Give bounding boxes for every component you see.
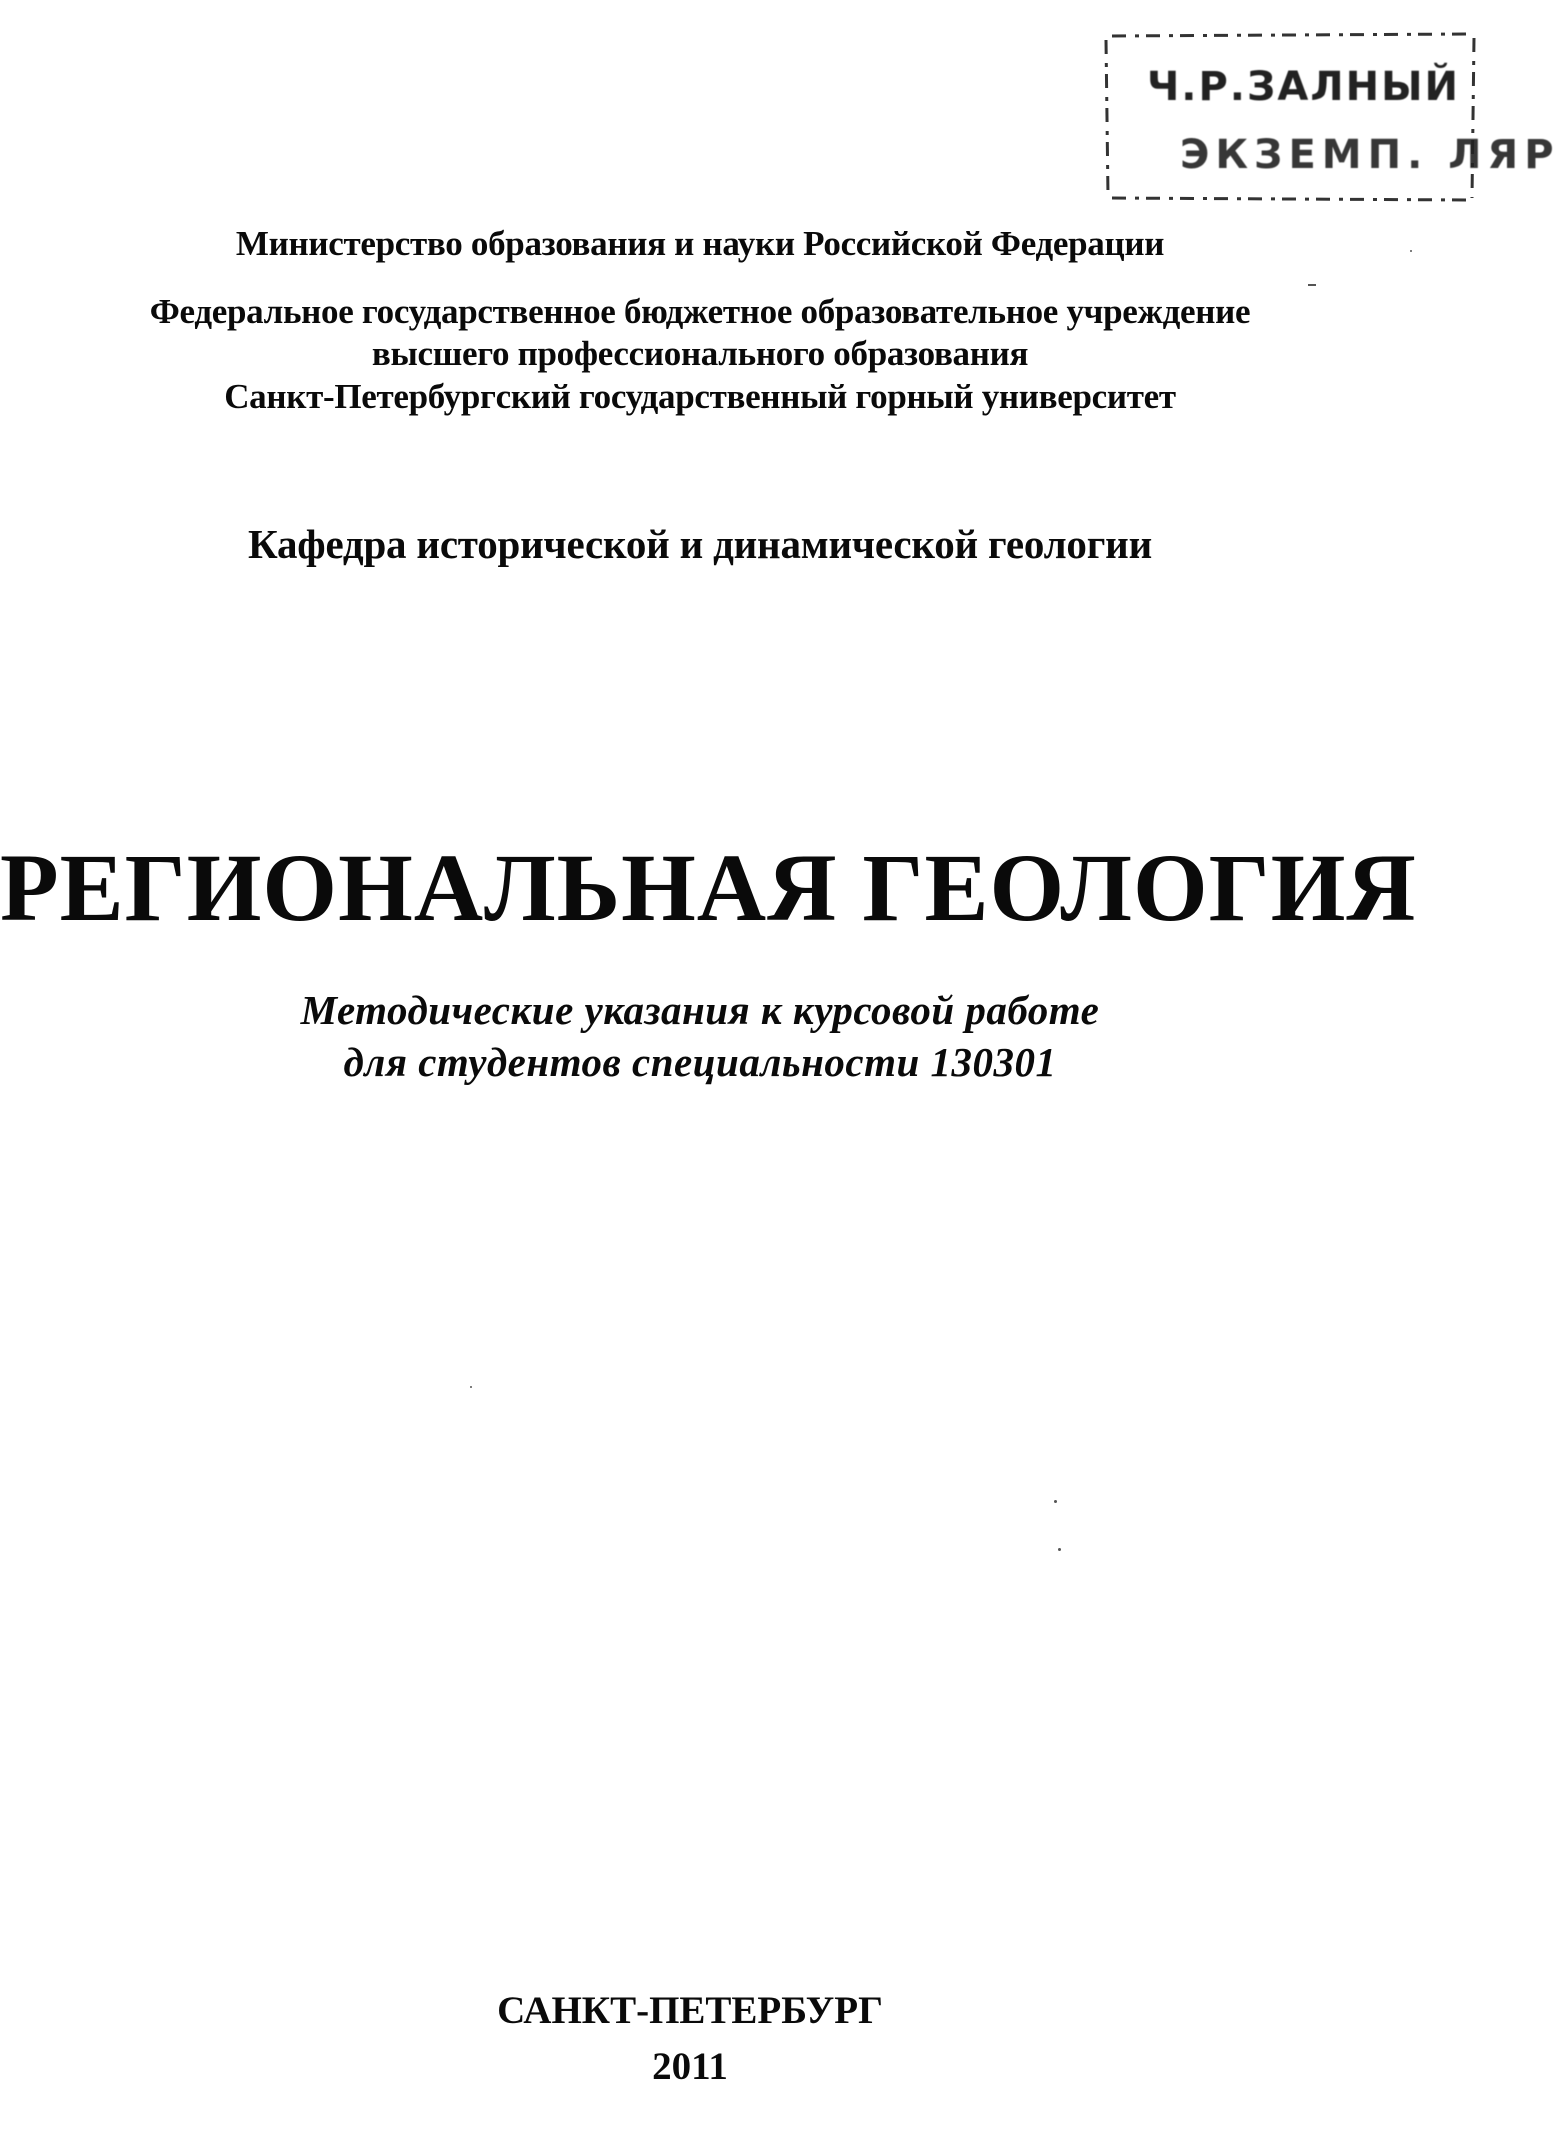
subtitle-line-2: для студентов специальности 130301 (343, 1039, 1057, 1085)
institution-line-1: Федеральное государственное бюджетное образовательное учреждение (149, 292, 1251, 331)
library-stamp (1100, 30, 1560, 202)
subtitle-line-1: Методические указания к курсовой работе (300, 987, 1100, 1033)
department-line: Кафедра исторической и динамической геологии (247, 521, 1152, 567)
stamp-text-bottom: ЭКЗЕМП. ЛЯР (1180, 132, 1560, 178)
scan-speck (1410, 250, 1412, 252)
publication-year: 2011 (652, 2045, 728, 2088)
ministry-line: Министерство образования и науки Российской Федерации (235, 224, 1165, 263)
document-title: РЕГИОНАЛЬНАЯ ГЕОЛОГИЯ (0, 834, 1417, 941)
institution-line-2: высшего профессионального образования (371, 334, 1029, 373)
scan-speck (470, 1386, 472, 1388)
scan-speck (1054, 1500, 1057, 1503)
scan-speck (1058, 1548, 1061, 1551)
institution-line-3: Санкт-Петербургский государственный горный университет (224, 377, 1176, 416)
publication-city: САНКТ-ПЕТЕРБУРГ (497, 1989, 883, 2032)
scan-speck (1308, 284, 1316, 286)
stamp-text-top: Ч.Р.ЗАЛНЫЙ (1146, 64, 1460, 110)
